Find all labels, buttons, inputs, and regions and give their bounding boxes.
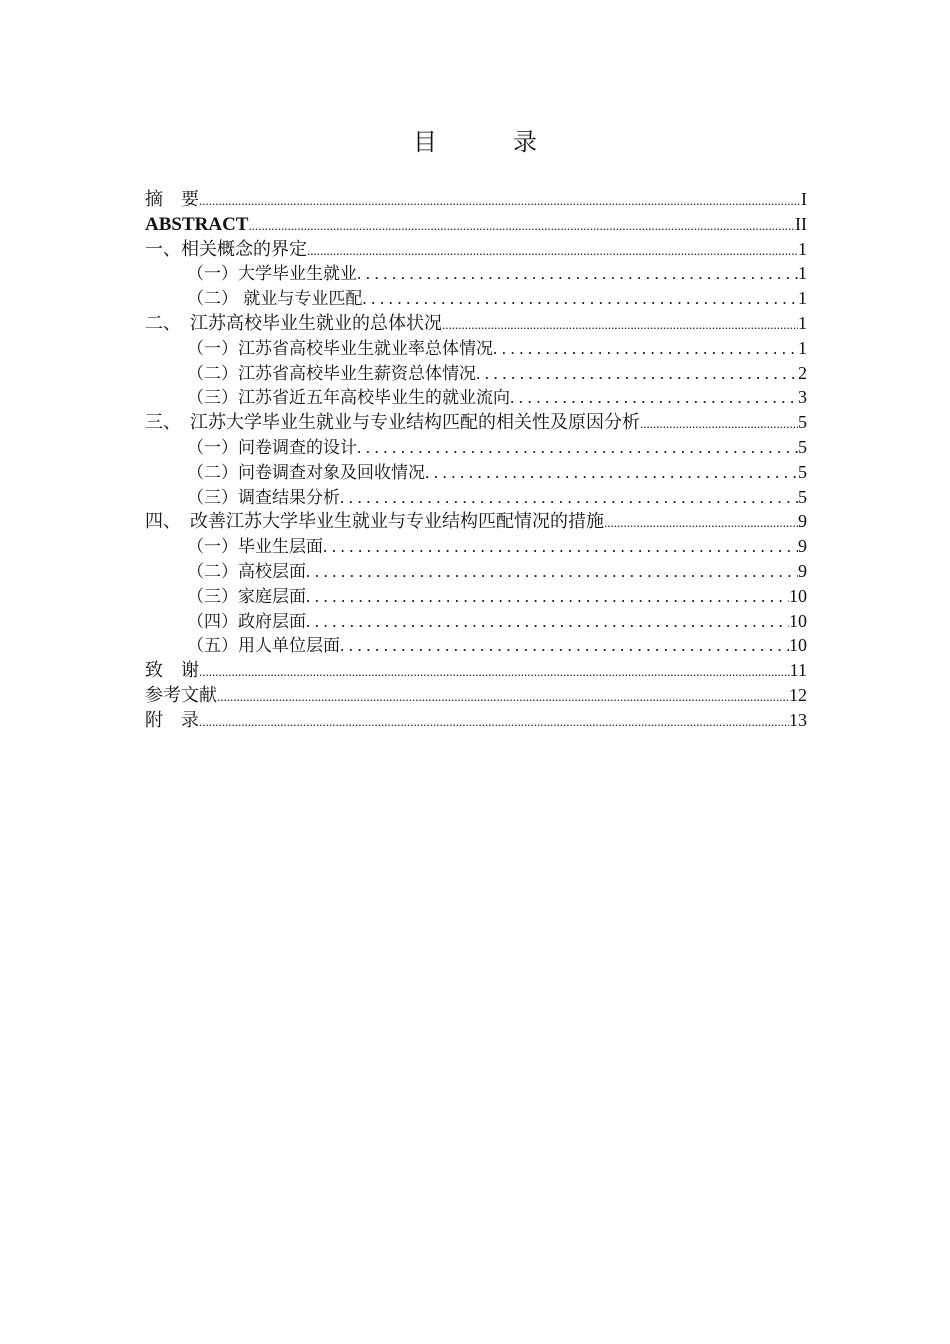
toc-entry-page-number: 3 <box>798 387 807 408</box>
toc-entry-label: （二） 就业与专业匹配 <box>187 289 363 310</box>
toc-entry-page-number: 10 <box>789 610 807 631</box>
toc-entry-page-number: 1 <box>798 238 807 259</box>
toc-entry[interactable] <box>145 534 807 559</box>
toc-entry-label: （一）毕业生层面 <box>187 537 323 558</box>
table-of-contents <box>145 187 807 733</box>
page-title: 目 录 <box>413 128 563 156</box>
toc-dot-leader <box>199 660 790 683</box>
toc-entry-label: （二）江苏省高校毕业生薪资总体情况 <box>187 363 476 384</box>
toc-entry-label: （三）调查结果分析 <box>187 487 340 508</box>
toc-entry-label: 二、 江苏高校毕业生就业的总体状况 <box>145 312 442 334</box>
toc-entry[interactable] <box>145 286 807 311</box>
toc-dot-leader <box>306 610 789 634</box>
toc-entry-page-number: 10 <box>789 635 807 656</box>
toc-entry-label: 附 录 <box>145 709 199 731</box>
toc-entry[interactable] <box>145 485 807 510</box>
toc-dot-leader <box>357 262 798 286</box>
toc-entry-page-number: 2 <box>798 362 807 383</box>
toc-entry[interactable] <box>145 658 807 683</box>
toc-entry-label: （二）问卷调查对象及回收情况 <box>187 462 425 483</box>
toc-entry[interactable] <box>145 509 807 534</box>
toc-entry-page-number: II <box>795 213 807 234</box>
toc-entry[interactable] <box>145 385 807 410</box>
toc-entry-page-number: 9 <box>798 560 807 581</box>
toc-entry-label: （四）政府层面 <box>187 611 306 632</box>
toc-entry[interactable] <box>145 237 807 262</box>
toc-entry-label: （五）用人单位层面 <box>187 636 340 657</box>
toc-dot-leader <box>307 239 798 262</box>
toc-entry[interactable] <box>145 609 807 634</box>
toc-entry-label: ABSTRACT <box>145 213 249 235</box>
toc-entry-label: 一、相关概念的界定 <box>145 238 307 260</box>
toc-dot-leader <box>362 287 798 311</box>
toc-dot-leader <box>217 685 789 708</box>
toc-entry-page-number: 1 <box>798 312 807 333</box>
toc-dot-leader <box>510 386 798 410</box>
toc-dot-leader <box>604 511 798 534</box>
toc-entry[interactable] <box>145 708 807 733</box>
toc-entry[interactable] <box>145 435 807 460</box>
toc-dot-leader <box>323 535 798 559</box>
toc-entry[interactable] <box>145 361 807 386</box>
toc-dot-leader <box>340 486 798 510</box>
toc-entry[interactable] <box>145 460 807 485</box>
toc-entry-page-number: 1 <box>798 263 807 284</box>
toc-dot-leader <box>248 214 795 237</box>
toc-entry-label: 参考文献 <box>145 684 217 706</box>
toc-entry-label: 致 谢 <box>145 660 199 682</box>
toc-entry[interactable] <box>145 683 807 708</box>
toc-entry[interactable] <box>145 212 807 237</box>
toc-entry[interactable] <box>145 336 807 361</box>
toc-entry-page-number: 5 <box>798 412 807 433</box>
toc-entry[interactable] <box>145 261 807 286</box>
toc-dot-leader <box>199 710 789 733</box>
toc-entry-page-number: 1 <box>798 288 807 309</box>
toc-entry-page-number: 11 <box>789 660 807 681</box>
toc-entry-label: （二）高校层面 <box>187 561 306 582</box>
toc-entry-page-number: 13 <box>789 709 807 730</box>
toc-entry[interactable] <box>145 633 807 658</box>
toc-entry-label: 四、 改善江苏大学毕业生就业与专业结构匹配情况的措施 <box>145 511 604 533</box>
toc-entry[interactable] <box>145 311 807 336</box>
toc-dot-leader <box>340 634 789 658</box>
toc-dot-leader <box>357 436 798 460</box>
toc-entry-page-number: 9 <box>798 536 807 557</box>
toc-entry[interactable] <box>145 410 807 435</box>
toc-dot-leader <box>476 362 798 386</box>
toc-dot-leader <box>640 412 798 435</box>
toc-dot-leader <box>442 313 798 336</box>
toc-entry-label: （三）江苏省近五年高校毕业生的就业流向 <box>187 388 510 409</box>
toc-entry[interactable] <box>145 559 807 584</box>
toc-entry[interactable] <box>145 584 807 609</box>
toc-dot-leader <box>306 560 798 584</box>
toc-entry-page-number: I <box>801 189 807 209</box>
toc-entry-page-number: 12 <box>789 684 807 705</box>
toc-entry-page-number: 9 <box>798 511 807 532</box>
toc-entry-page-number: 5 <box>798 436 807 457</box>
toc-entry-label: （一）大学毕业生就业 <box>187 264 357 285</box>
toc-dot-leader <box>493 337 798 361</box>
toc-entry-page-number: 5 <box>798 461 807 482</box>
toc-entry-page-number: 1 <box>798 337 807 358</box>
toc-entry[interactable] <box>145 187 807 212</box>
toc-dot-leader <box>199 189 801 212</box>
toc-entry-label: （一）问卷调查的设计 <box>187 437 357 458</box>
toc-dot-leader <box>306 585 789 609</box>
toc-entry-page-number: 10 <box>789 585 807 606</box>
toc-entry-label: 三、 江苏大学毕业生就业与专业结构匹配的相关性及原因分析 <box>145 412 640 434</box>
toc-entry-label: 摘 要 <box>145 189 199 210</box>
toc-dot-leader <box>425 461 798 485</box>
toc-entry-label: （三）家庭层面 <box>187 586 306 607</box>
toc-entry-page-number: 5 <box>798 486 807 507</box>
toc-entry-label: （一）江苏省高校毕业生就业率总体情况 <box>187 338 493 359</box>
